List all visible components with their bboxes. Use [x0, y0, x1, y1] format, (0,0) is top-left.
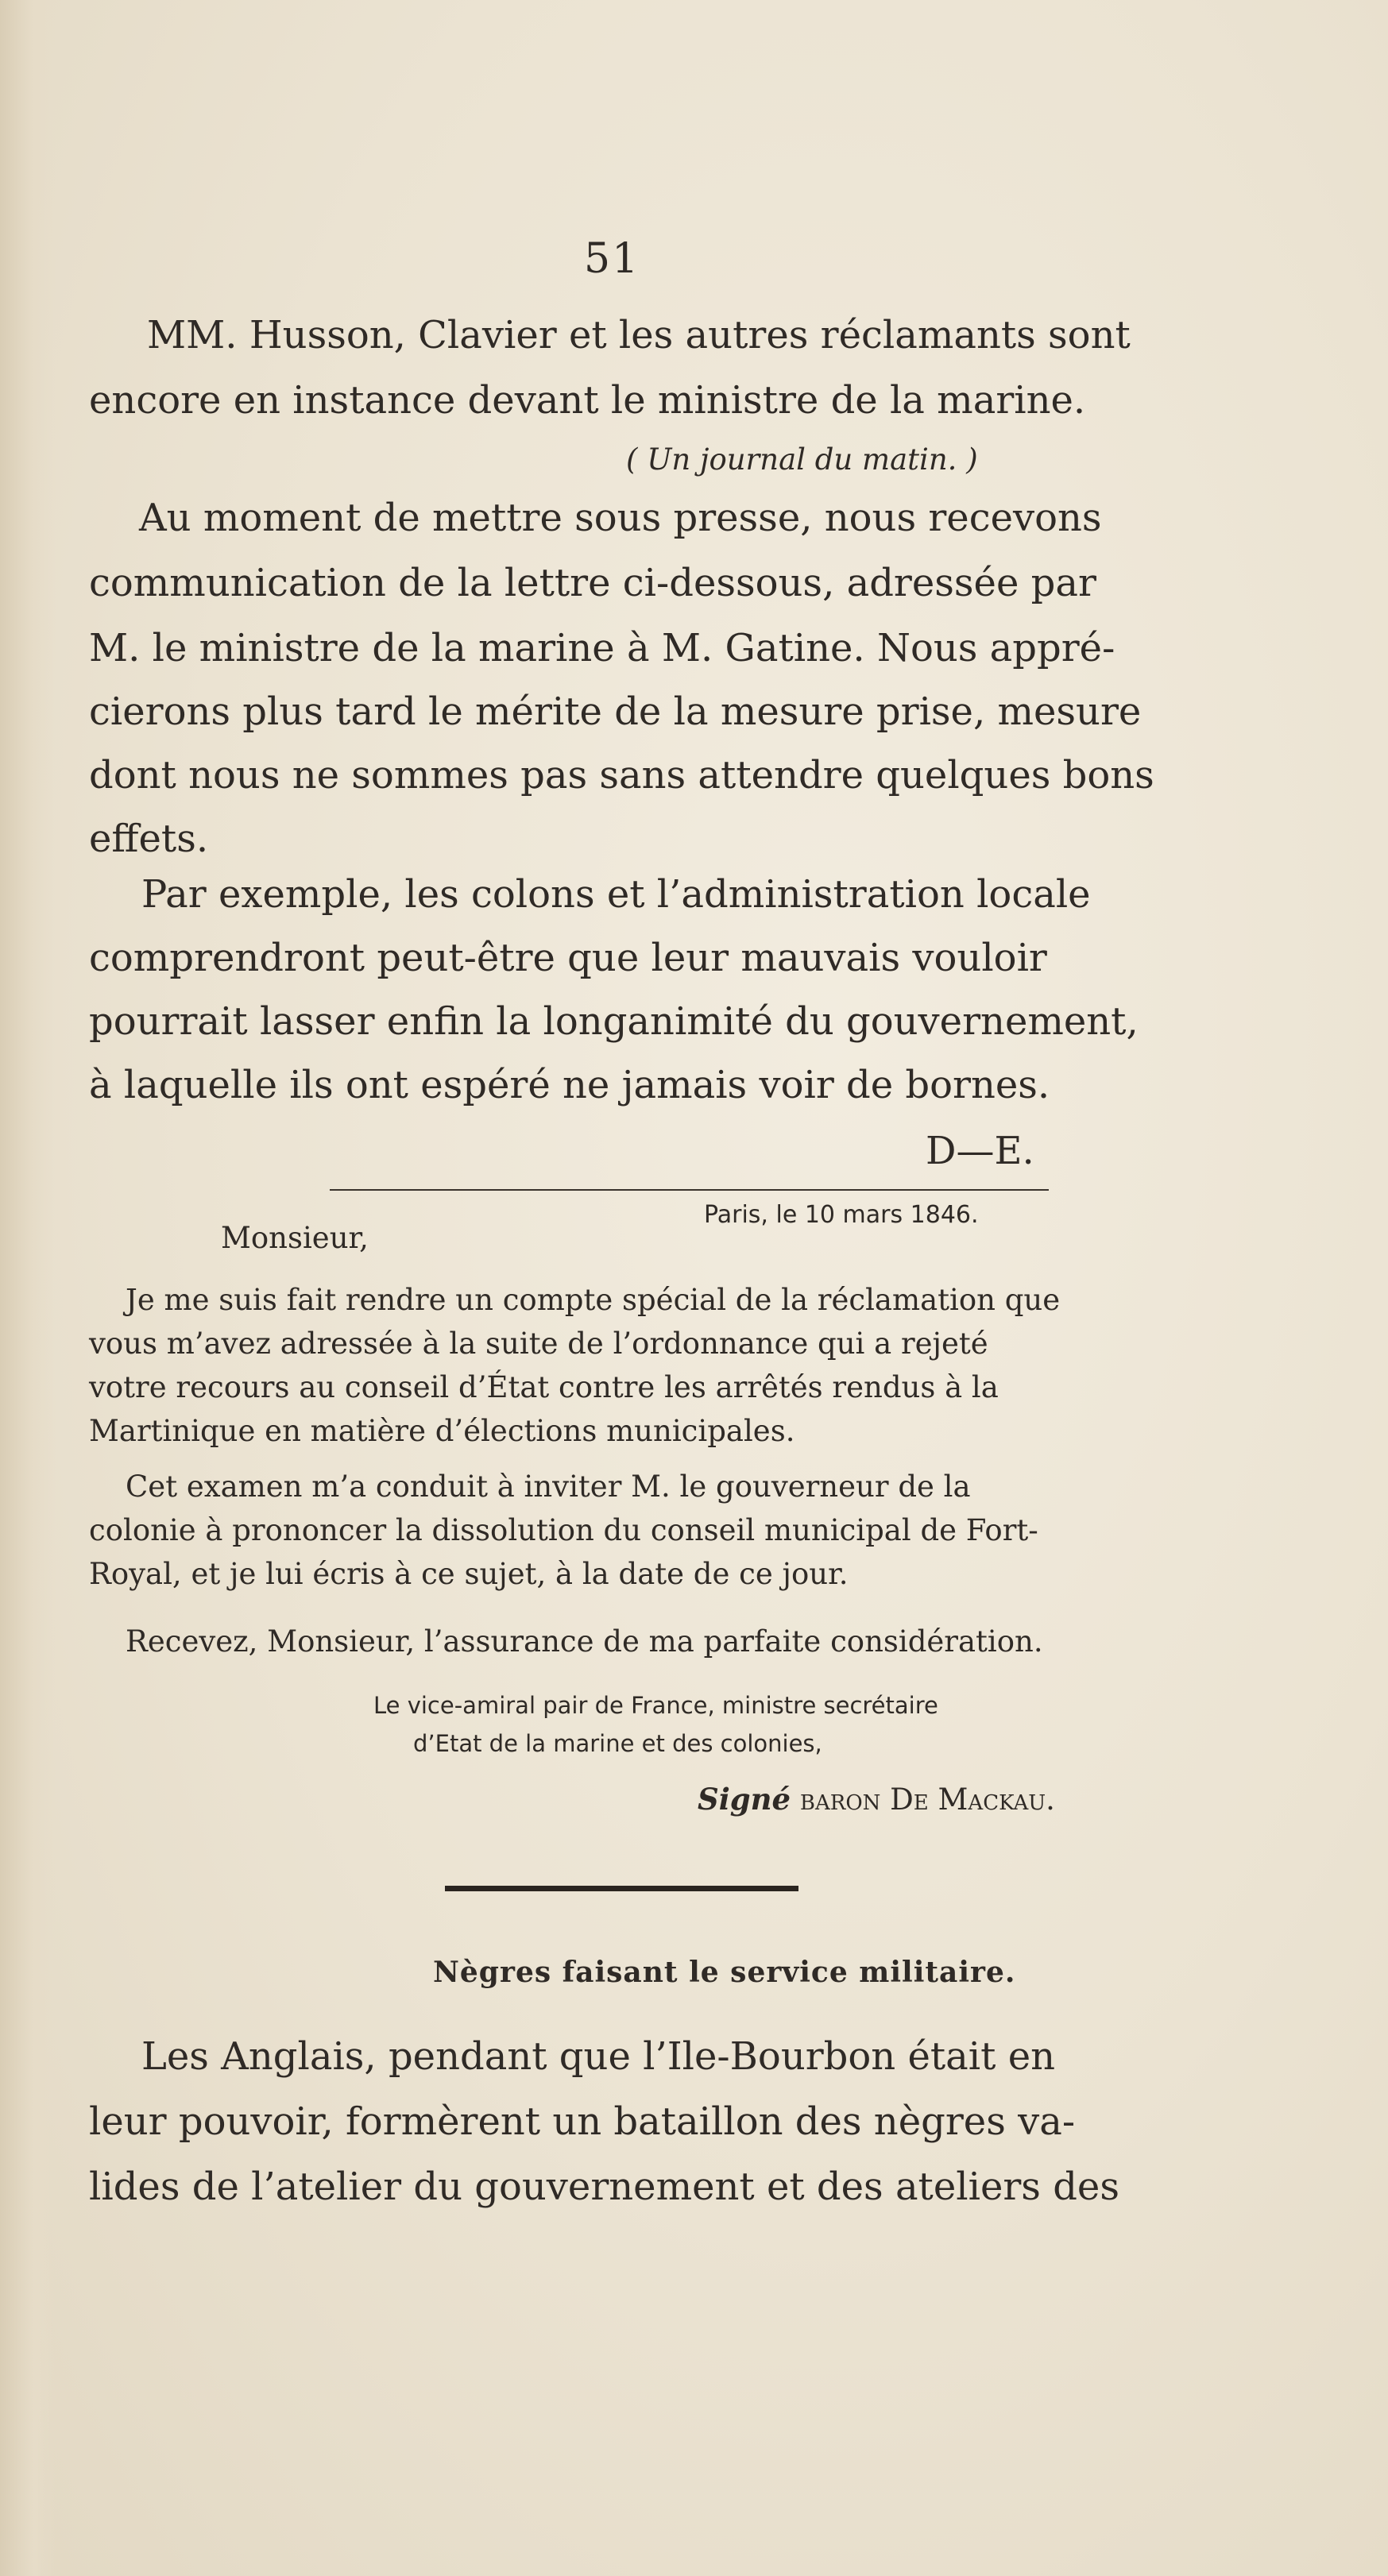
- section-line-1: Les Anglais, pendant que l’Ile-Bourbon était en: [141, 2034, 1056, 2079]
- letter-p1-line-4: Martinique en matière d’élections municipales.: [89, 1414, 795, 1448]
- section-divider: [445, 1886, 798, 1891]
- paragraph-b-line-3: pourrait lasser enfin la longanimité du gouvernement,: [89, 999, 1139, 1044]
- source-attribution: ( Un journal du matin. ): [626, 442, 978, 477]
- letter-closing: Recevez, Monsieur, l’assurance de ma parfaite considération.: [126, 1624, 1043, 1659]
- page-number: 51: [584, 235, 640, 283]
- paragraph-a-line-5: dont nous ne sommes pas sans attendre quelques bons: [89, 753, 1154, 798]
- paragraph-b-line-1: Par exemple, les colons et l’administration locale: [141, 872, 1091, 917]
- letter-p2-line-1: Cet examen m’a conduit à inviter M. le gouverneur de la: [126, 1470, 971, 1504]
- signatory-title-line-2: d’Etat de la marine et des colonies,: [413, 1730, 822, 1757]
- letter-p1-line-3: votre recours au conseil d’État contre les arrêtés rendus à la: [89, 1370, 999, 1404]
- section-heading: Nègres faisant le service militaire.: [433, 1956, 1016, 1989]
- page-gutter-shadow: [0, 0, 56, 2576]
- paragraph-b-line-2: comprendront peut-être que leur mauvais vouloir: [89, 936, 1047, 980]
- letter-separator: [330, 1189, 1049, 1191]
- signed-word: Signé: [698, 1782, 791, 1817]
- paragraph-a-line-3: M. le ministre de la marine à M. Gatine. Nous appré-: [89, 626, 1115, 670]
- letter-p2-line-3: Royal, et je lui écris à ce sujet, à la date de ce jour.: [89, 1557, 849, 1591]
- letter-p1-line-1: Je me suis fait rendre un compte spécial de la réclamation que: [126, 1283, 1061, 1317]
- signatory-title-line-1: Le vice-amiral pair de France, ministre secrétaire: [373, 1692, 938, 1719]
- opening-line-2: encore en instance devant le ministre de la marine.: [89, 378, 1086, 423]
- opening-line-1: MM. Husson, Clavier et les autres réclamants sont: [147, 313, 1131, 357]
- section-line-2: leur pouvoir, formèrent un bataillon des nègres va-: [89, 2099, 1076, 2144]
- letter-signature: [698, 1778, 1055, 1821]
- letter-salutation: Monsieur,: [221, 1221, 369, 1255]
- paragraph-b-line-4: à laquelle ils ont espéré ne jamais voir de bornes.: [89, 1063, 1050, 1107]
- author-signature: D—E.: [926, 1129, 1034, 1173]
- section-line-3: lides de l’atelier du gouvernement et des ateliers des: [89, 2165, 1119, 2209]
- letter-p2-line-2: colonie à prononcer la dissolution du conseil municipal de Fort-: [89, 1513, 1038, 1547]
- signatory-name: baron De Mackau.: [799, 1782, 1055, 1817]
- paragraph-a-line-4: cierons plus tard le mérite de la mesure prise, mesure: [89, 689, 1142, 734]
- paragraph-a-line-1: Au moment de mettre sous presse, nous recevons: [139, 496, 1102, 540]
- paragraph-a-line-2: communication de la lettre ci-dessous, adressée par: [89, 561, 1096, 605]
- paragraph-a-line-6: effets.: [89, 817, 209, 861]
- letter-dateline: Paris, le 10 mars 1846.: [704, 1201, 979, 1229]
- letter-p1-line-2: vous m’avez adressée à la suite de l’ordonnance qui a rejeté: [89, 1327, 988, 1361]
